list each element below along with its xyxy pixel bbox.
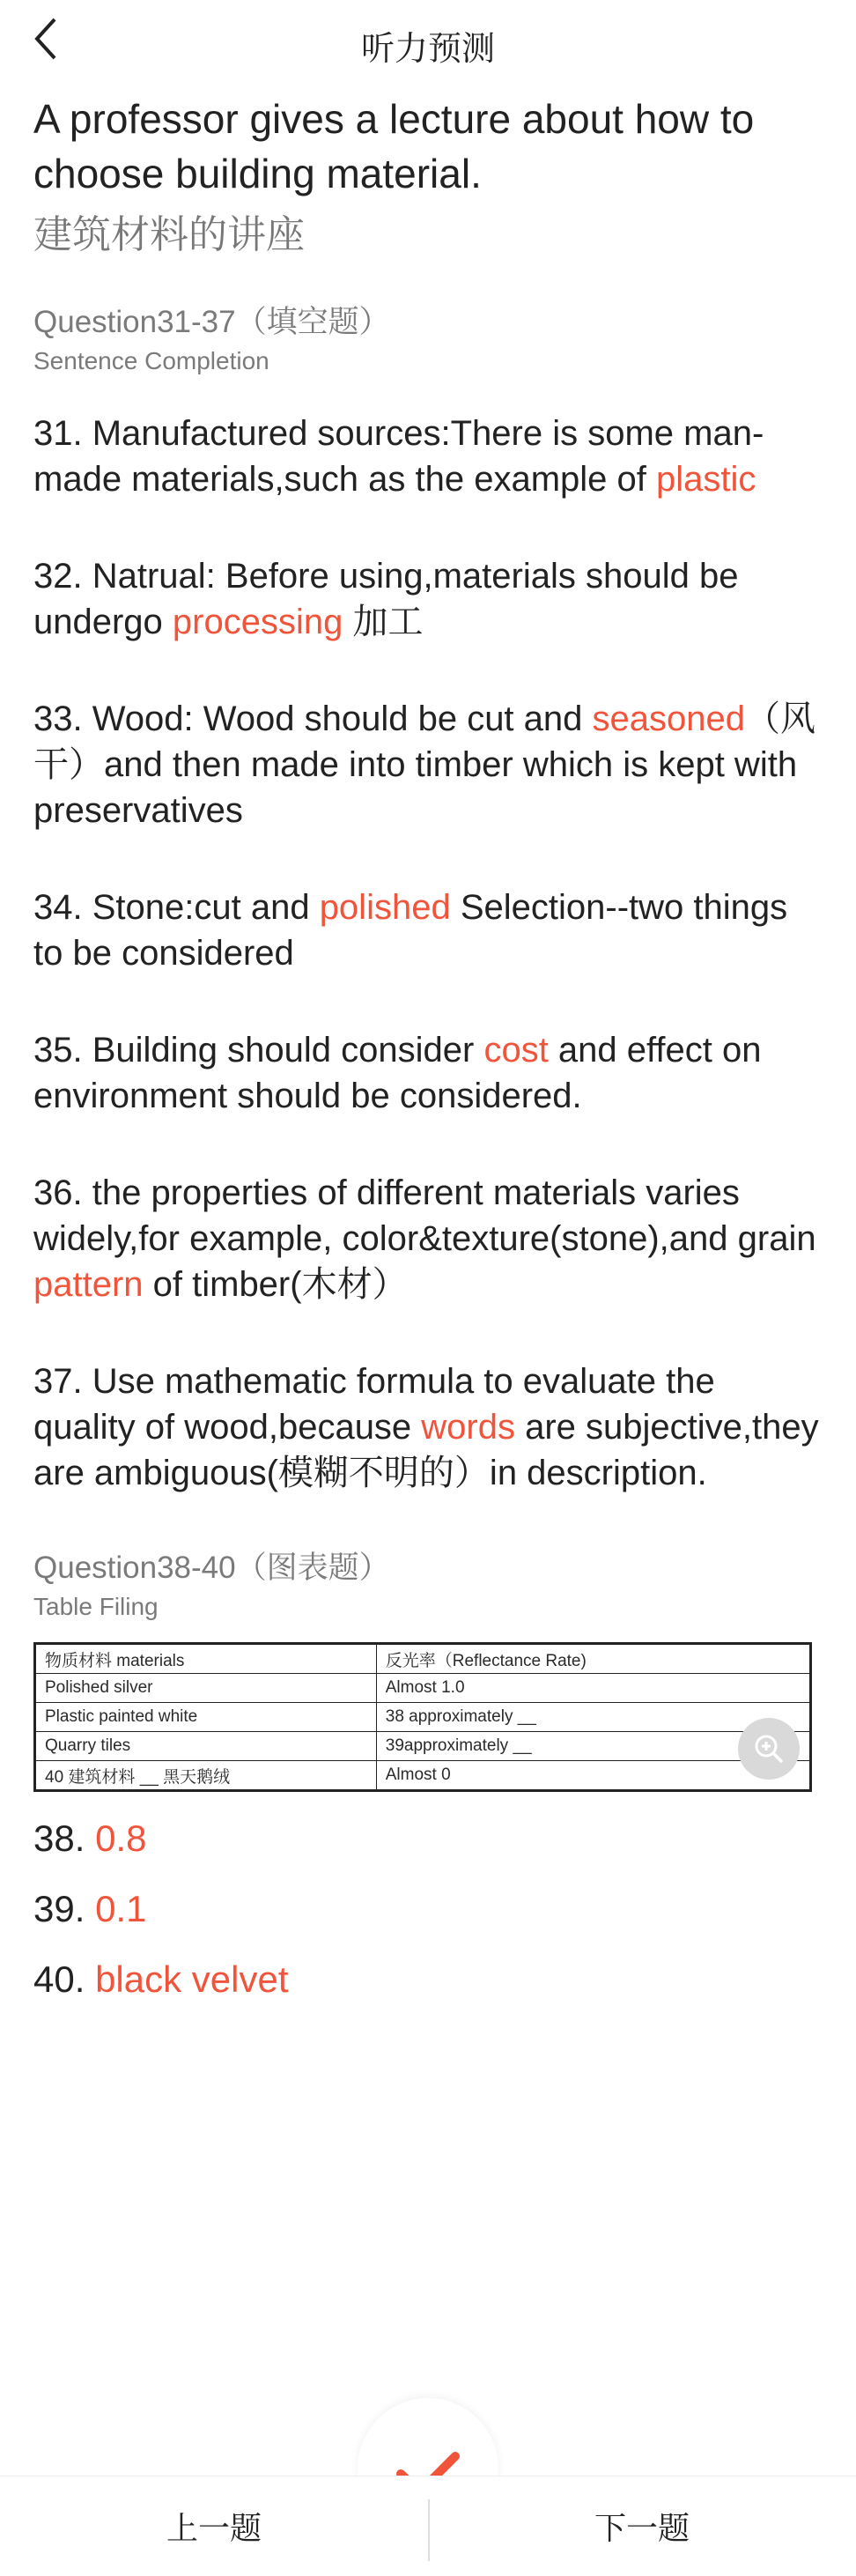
lecture-title-en: A professor gives a lecture about how to choose building material. <box>33 96 755 196</box>
table-row <box>36 1732 810 1761</box>
zoom-in-icon <box>751 1731 786 1766</box>
prev-question-button[interactable]: 上一题 <box>166 2510 262 2546</box>
header <box>0 0 856 85</box>
answer-number: 39. <box>33 1888 85 1929</box>
question-text: 36. the properties of different materials varies widely,for example, color&texture(stone),and grain <box>33 1173 816 1258</box>
next-question-button[interactable]: 下一题 <box>594 2510 690 2546</box>
table-row <box>36 1703 810 1732</box>
question-answer: pattern <box>33 1265 144 1304</box>
table-cell: 38 approximately __ <box>376 1703 809 1732</box>
answer-38 <box>33 1813 826 1864</box>
question-31 <box>33 411 826 502</box>
question-32 <box>33 553 826 645</box>
answer-value: black velvet <box>95 1958 289 2000</box>
table-cell: 39approximately __ <box>376 1732 809 1761</box>
table-row <box>36 1674 810 1703</box>
question-text-after: （风干）and then made into timber which is kept with preservatives <box>33 700 815 830</box>
question-text: 32. Natrual: Before using,materials should be undergo <box>33 557 739 641</box>
question-text: 33. Wood: Wood should be cut and <box>33 700 593 738</box>
table-cell: Almost 1.0 <box>376 1674 809 1703</box>
question-text-after: 加工 <box>343 603 424 641</box>
question-answer: words <box>421 1408 515 1447</box>
table-row <box>36 1645 810 1674</box>
table-cell: 反光率（Reflectance Rate) <box>376 1645 809 1674</box>
answer-number: 38. <box>33 1817 85 1859</box>
table-cell: Plastic painted white <box>36 1703 377 1732</box>
reflectance-table <box>35 1644 810 1790</box>
question-answer: polished <box>319 888 451 927</box>
section-subheading: Table Filing <box>33 1593 159 1620</box>
section2-header <box>33 1547 826 1625</box>
answer-value: 0.8 <box>95 1817 147 1859</box>
answer-40 <box>33 1954 826 2005</box>
question-37 <box>33 1358 826 1496</box>
question-text-after: of timber(木材） <box>143 1265 408 1304</box>
answer-39 <box>33 1884 826 1935</box>
answer-value: 0.1 <box>95 1888 147 1929</box>
question-33 <box>33 696 826 833</box>
table-cell: 物质材料 materials <box>36 1645 377 1674</box>
section-heading: Question31-37（填空题） <box>33 305 390 339</box>
question-text-after: are subjective,they are ambiguous(模糊不明的）in description. <box>33 1408 819 1492</box>
answer-list <box>33 1813 826 2005</box>
table-cell: Almost 0 <box>376 1761 809 1790</box>
question-text-after: and effect on environment should be considered. <box>33 1031 762 1115</box>
section-subheading: Sentence Completion <box>33 347 269 374</box>
reflectance-table-image[interactable] <box>33 1642 812 1792</box>
question-text-after: Selection--two things to be considered <box>33 888 788 973</box>
section1-header <box>33 301 826 379</box>
question-text: 37. Use mathematic formula to evaluate the quality of wood,because <box>33 1362 715 1447</box>
question-text: 31. Manufactured sources:There is some man-made materials,such as the example of <box>33 414 764 499</box>
bottom-nav-bar <box>0 2476 856 2576</box>
table-cell: Quarry tiles <box>36 1732 377 1761</box>
question-list <box>33 411 826 1496</box>
question-text: 35. Building should consider <box>33 1031 484 1070</box>
question-answer: seasoned <box>592 700 745 738</box>
table-cell: 40 建筑材料 __ 黑天鹅绒 <box>36 1761 377 1790</box>
answer-number: 40. <box>33 1958 85 2000</box>
page-title: 听力预测 <box>360 31 495 68</box>
main-content <box>33 88 826 2005</box>
question-answer: processing <box>172 603 343 641</box>
question-text: 34. Stone:cut and <box>33 888 320 927</box>
question-answer: cost <box>483 1031 549 1070</box>
question-36 <box>33 1170 826 1307</box>
zoom-in-button[interactable] <box>738 1718 800 1780</box>
question-35 <box>33 1027 826 1119</box>
section-heading: Question38-40（图表题） <box>33 1551 390 1585</box>
table-row <box>36 1761 810 1790</box>
lecture-title-cn: 建筑材料的讲座 <box>33 213 305 256</box>
question-34 <box>33 885 826 976</box>
table-cell: Polished silver <box>36 1674 377 1703</box>
question-answer: plastic <box>656 460 756 499</box>
